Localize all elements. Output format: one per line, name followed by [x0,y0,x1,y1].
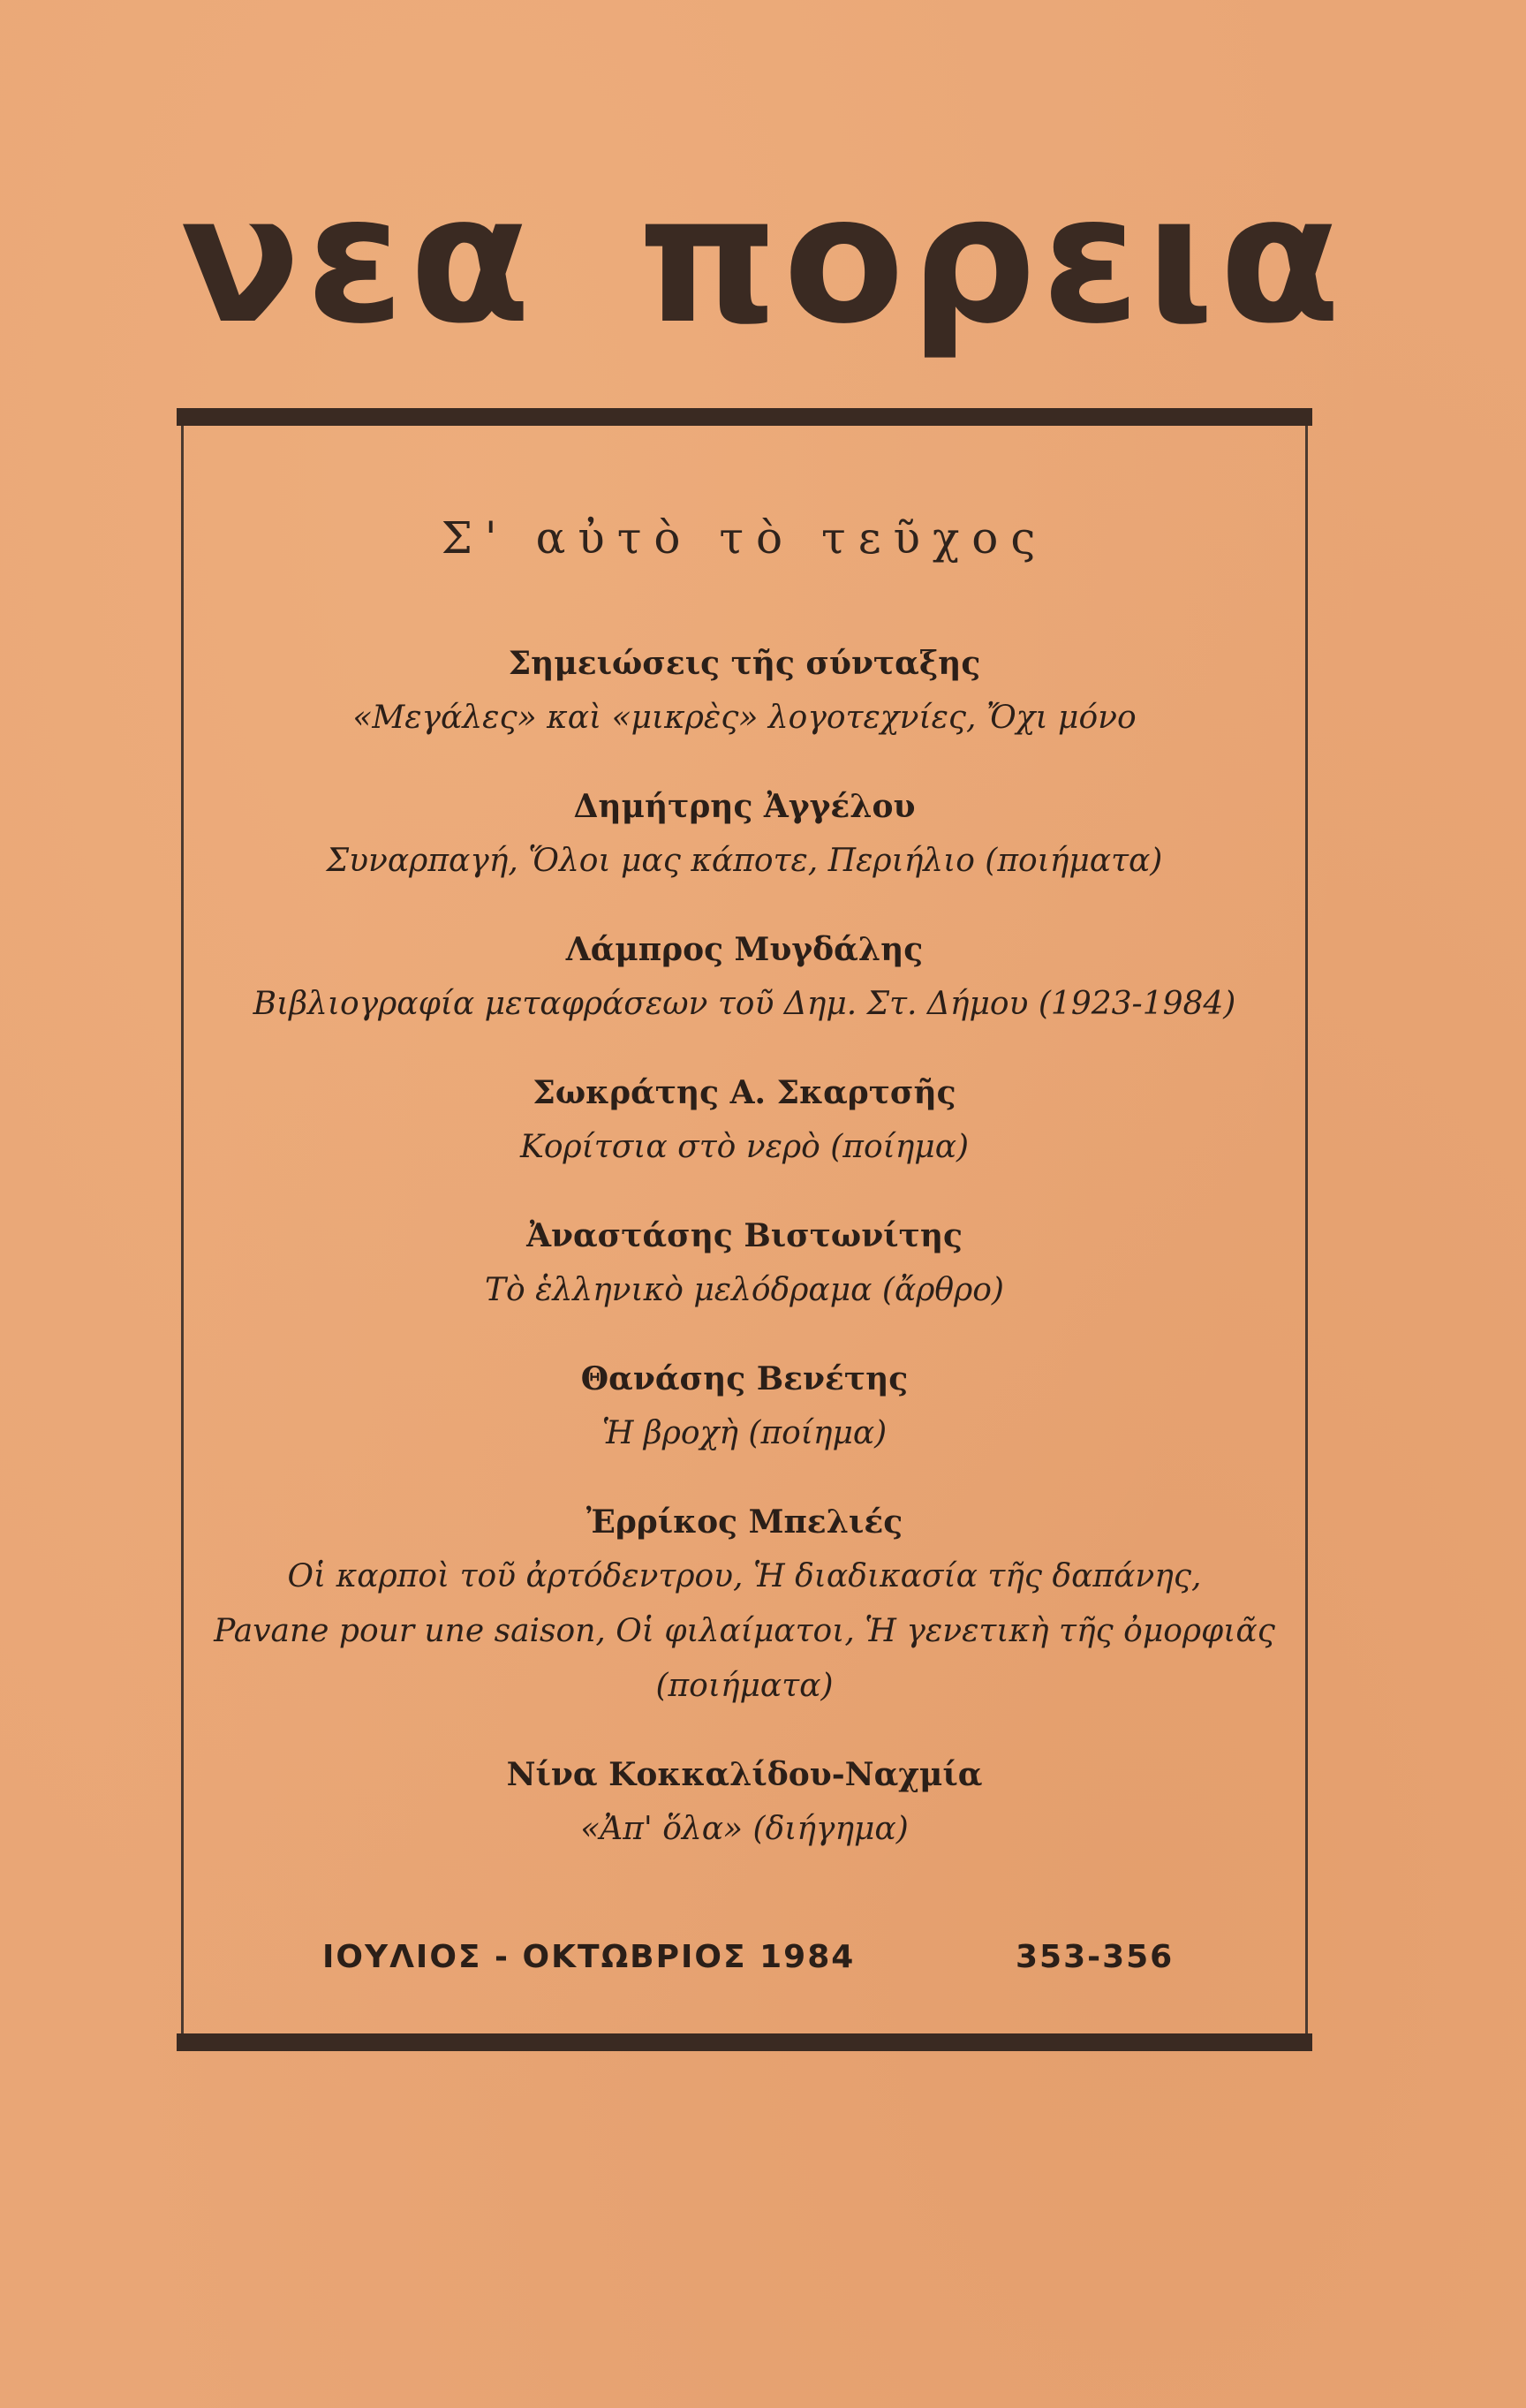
toc-entry [181,1352,1308,1461]
bottom-rule [177,2033,1312,2051]
entry-author: Νίνα Κοκκαλίδου-Ναχμία [506,1756,983,1793]
toc-entry [181,1208,1308,1318]
entry-author: Ἐρρίκος Μπελιές [585,1503,903,1541]
entry-title: «Ἀπ' ὅλα» (διήγημα) [580,1811,909,1847]
magazine-title: νεα πορεια [179,157,1347,363]
entry-title-line: (ποιήματα) [655,1668,834,1704]
toc-entry [181,1747,1308,1857]
table-of-contents [181,636,1308,1890]
issue-number: 353-356 [1016,1939,1175,1975]
top-rule [177,408,1312,426]
toc-entry [181,636,1308,746]
toc-entry [181,922,1308,1032]
entry-author: Σωκράτης Α. Σκαρτσῆς [533,1074,956,1111]
contents-heading: Σ' αὐτὸ τὸ τεῦχος [441,512,1048,564]
entry-author: Θανάσης Βενέτης [580,1360,909,1397]
entry-author: Ἀναστάσης Βιστωνίτης [526,1217,963,1254]
entry-title: «Μεγάλες» καὶ «μικρὲς» λογοτεχνίες, Ὄχι μόνο [352,700,1137,736]
entry-title: Ἡ βροχὴ (ποίημα) [601,1415,888,1451]
entry-title: Συναρπαγή, Ὅλοι μας κάποτε, Περιήλιο (ποιήματα) [326,843,1163,879]
toc-entry [181,1065,1308,1175]
entry-title: Τὸ ἑλληνικὸ μελόδραμα (ἄρθρο) [485,1272,1004,1308]
entry-author: Λάμπρος Μυγδάλης [565,931,924,968]
entry-title: Κορίτσια στὸ νερὸ (ποίημα) [519,1129,970,1165]
toc-entry [181,779,1308,889]
issue-date: ΙΟΥΛΙΟΣ - ΟΚΤΩΒΡΙΟΣ 1984 [322,1939,856,1975]
entry-title: Βιβλιογραφία μεταφράσεων τοῦ Δημ. Στ. Δήμου (1923-1984) [253,986,1236,1022]
entry-title-line: Pavane pour une saison, Οἱ φιλαίματοι, Ἡ γενετικὴ τῆς ὀμορφιᾶς [214,1613,1275,1649]
entry-author: Σημειώσεις τῆς σύνταξης [508,645,981,682]
entry-title-line: Οἱ καρποὶ τοῦ ἀρτόδεντρου, Ἡ διαδικασία τῆς δαπάνης, [287,1558,1202,1594]
toc-entry [181,1495,1308,1714]
entry-author: Δημήτρης Ἀγγέλου [573,788,916,825]
